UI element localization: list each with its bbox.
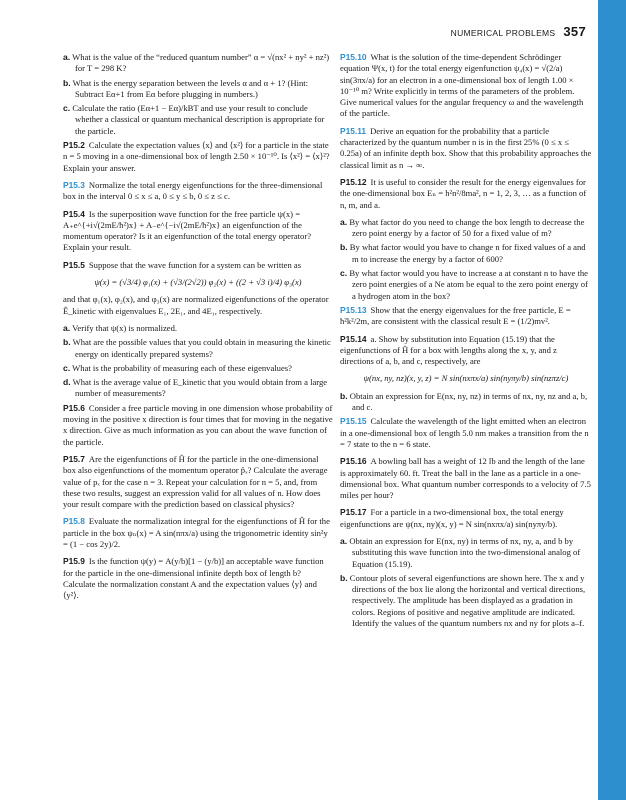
problem-text: Evaluate the normalization integral for the eigenfunctions of Ĥ for the particle in the box ψₙ(x) = A sin(nπx/a) using the trigonometric identity sin²y = (1 − cos 2y)/2.	[63, 516, 330, 549]
problem-number: P15.15	[340, 416, 367, 427]
problem-number: P15.3	[63, 179, 85, 190]
subpart-label: d.	[63, 377, 71, 388]
subpart	[63, 103, 333, 137]
problem	[340, 416, 592, 450]
problem	[340, 126, 592, 171]
subpart	[340, 391, 592, 414]
subpart-text: What is the average value of E_kinetic that you would obtain from a large number of measurements?	[72, 377, 328, 399]
problem-number: P15.16	[340, 456, 367, 467]
problem-text: Consider a free particle moving in one dimension whose probability of moving in the positive x direction is four times that for moving in the negative x direction. Give as much information as you can about the wave function of the particle.	[63, 402, 333, 447]
problem	[340, 334, 592, 368]
problem-number: P15.9	[63, 556, 85, 567]
problem	[63, 454, 333, 510]
problem-text: a. Show by substitution into Equation (15.19) that the eigenfunctions of Ĥ for a box with lengths along the x, y, and z directions of a, b, and c, respectively, are	[340, 333, 557, 367]
problem-text: For a particle in a two-dimensional box, the total energy eigenfunctions are ψ(nx, ny)(x, y) = N sin(nxπx/a) sin(nyπy/b).	[340, 507, 564, 529]
subpart	[340, 536, 592, 570]
subpart-label: a.	[340, 535, 348, 546]
problem-text: What is the solution of the time-dependent Schrödinger equation Ψ(x, t) for the total energy eigenfunction ψ₄(x) = √(2/a) sin(3πx/a) for an electron in a one-dimensional box of length 1.00 × 10⁻¹⁰ m? Write explicitly in terms of the parameters of the problem. Give numerical values for the angular frequency ω and the wavelength of the particle.	[340, 52, 584, 119]
problem-text: Show that the energy eigenvalues for the free particle, E = ħ²k²/2m, are consistent with the classical result E = (1/2)mv².	[340, 304, 571, 327]
subpart-label: b.	[63, 337, 71, 348]
subpart-text: Verify that ψ(x) is normalized.	[72, 322, 178, 333]
subpart	[63, 323, 333, 334]
problem-number: P15.8	[63, 516, 85, 527]
subpart	[63, 377, 333, 400]
problem-number: P15.10	[340, 52, 367, 62]
problem-text: Is the superposition wave function for the free particle ψ(x) = A₊e^{+i√(2mE/ħ²)x} + A₋e^{−i√(2mE/ħ²)x} an eigenfunction of the momentum operator? Is it an eigenfunction of the total energy operator? Explain your result.	[63, 208, 312, 253]
left-column	[63, 52, 333, 607]
subpart-text: Obtain an expression for E(nx, ny, nz) in terms of nx, ny, nz and a, b, and c.	[349, 390, 588, 413]
problem	[340, 305, 592, 328]
subpart	[340, 242, 592, 265]
subpart	[340, 573, 592, 629]
subpart-label: b.	[340, 390, 348, 401]
subpart-text: Calculate the ratio (Eα+1 − Eα)/kBT and use your result to conclude whether a classical or quantum mechanical description is appropriate for the particle.	[72, 103, 325, 136]
problem-text: It is useful to consider the result for the energy eigenvalues for the one-dimensional box Eₙ = h²n²/8ma², n = 1, 2, 3, … as a function of n, m, and a.	[340, 176, 587, 210]
subpart	[340, 268, 592, 302]
paragraph: and that φ₁(x), φ₂(x), and φ₃(x) are normalized eigenfunctions of the operator Ê_kinetic with eigenvalues E₁, 2E₁, and 4E₁, respectively.	[63, 294, 329, 316]
subpart	[63, 78, 333, 101]
running-header	[451, 24, 586, 39]
problem-number: P15.7	[63, 453, 85, 464]
problem	[63, 556, 333, 601]
chapter-tab-bar	[598, 0, 626, 800]
subpart-text: What is the value of the “reduced quantum number” α = √(nx² + ny² + nz²) for T = 298 K?	[72, 52, 330, 74]
equation: ψ(nx, ny, nz)(x, y, z) = N sin(nxπx/a) sin(nyπy/b) sin(nzπz/c)	[363, 373, 569, 384]
problem-text: Normalize the total energy eigenfunctions for the three-dimensional box in the interval 0 ≤ x ≤ a, 0 ≤ y ≤ b, 0 ≤ z ≤ c.	[63, 179, 323, 202]
problem-number: P15.12	[340, 176, 367, 187]
section-title: NUMERICAL PROBLEMS	[450, 28, 556, 38]
subpart	[63, 52, 333, 75]
problem-number: P15.2	[63, 140, 85, 151]
problem-number: P15.6	[63, 402, 85, 413]
subpart-text: What is the energy separation between the levels α and α + 1? (Hint: Subtract Eα+1 from Eα before plugging in numbers.)	[72, 77, 309, 99]
problem-text: Suppose that the wave function for a system can be written as	[88, 259, 302, 270]
problem	[340, 52, 592, 120]
problem-number: P15.17	[340, 507, 367, 518]
problem	[63, 140, 333, 174]
problem-number: P15.4	[63, 208, 85, 219]
problem	[63, 403, 333, 448]
problem	[63, 260, 333, 271]
problem-number: P15.5	[63, 259, 85, 270]
right-column	[340, 52, 592, 632]
subpart-label: c.	[63, 362, 71, 373]
problem-text: A bowling ball has a weight of 12 lb and the length of the lane is approximately 60. ft. Treat the ball in the lane as a particle in a one-dimensional box. What quantum number corresponds to a velocity of 7.5 miles per hour?	[340, 456, 591, 501]
subpart-label: c.	[340, 268, 348, 279]
problem	[63, 516, 333, 550]
problem-number: P15.11	[340, 125, 367, 136]
problem	[340, 507, 592, 530]
subpart-label: a.	[340, 216, 348, 227]
problem-text: Are the eigenfunctions of Ĥ for the particle in the one-dimensional box also eigenfunctions of the momentum operator p̂ₓ? Calculate the average value of pₓ for the case n = 3. Repeat your calculation for n = 5, and, from these two results, suggest an expression valid for all values of n. How does your result compare with the prediction based on classical physics?	[63, 453, 328, 510]
subpart-text: What is the probability of measuring each of these eigenvalues?	[72, 362, 292, 373]
subpart-label: b.	[63, 77, 71, 88]
problem	[63, 180, 333, 203]
problem-number: P15.14	[340, 333, 367, 344]
problem-text: Is the function ψ(y) = A(y/b)[1 − (y/b)] an acceptable wave function for the particle in the one-dimensional infinite depth box of length b? Calculate the normalization constant A and the expectation values ⟨y⟩ and ⟨y²⟩.	[63, 556, 324, 601]
subpart-label: a.	[63, 322, 71, 333]
problem-text: Derive an equation for the probability that a particle characterized by the quantum number n is in the first 25% (0 ≤ x ≤ 0.25a) of an infinite depth box. Show that this probability approaches the classical limit as n → ∞.	[340, 125, 592, 170]
subpart-label: b.	[340, 242, 348, 253]
subpart	[63, 337, 333, 360]
subpart-label: a.	[63, 52, 71, 62]
subpart-text: By what factor do you need to change the box length to decrease the zero point energy by a factor of 50 for a fixed value of m?	[349, 216, 585, 239]
problem-text: Calculate the wavelength of the light emitted when an electron in a one-dimensional box of length 5.0 nm makes a transition from the n = 7 state to the n = 6 state.	[340, 416, 589, 449]
subpart	[340, 217, 592, 240]
problem	[340, 456, 592, 501]
subpart-text: Obtain an expression for E(nx, ny) in terms of nx, ny, a, and b by substituting this wave function into the two-dimensional analog of Equation (15.19).	[349, 535, 581, 569]
subpart-text: What are the possible values that you could obtain in measuring the kinetic energy on identically prepared systems?	[72, 337, 331, 359]
subpart-text: Contour plots of several eigenfunctions are shown here. The x and y directions of the box lie along the horizontal and vertical directions, respectively. The amplitude has been displayed as a gradation in colors. Regions of positive and negative amplitude are indicated. Identify the values of the quantum numbers nx and ny for plots a–f.	[349, 572, 586, 629]
subpart-text: By what factor would you have to increase a at constant n to have the zero point energies of a Ne atom be equal to the zero point energy of a hydrogen atom in the box?	[349, 268, 588, 301]
problem-text: Calculate the expectation values ⟨x⟩ and ⟨x²⟩ for a particle in the state n = 5 moving in a one-dimensional box of length 2.50 × 10⁻¹⁰. Is ⟨x²⟩ = ⟨x⟩²? Explain your answer.	[63, 140, 330, 173]
problem	[63, 209, 333, 254]
problem	[340, 177, 592, 211]
subpart	[63, 363, 333, 374]
subpart-text: By what factor would you have to change n for fixed values of a and m to increase the energy by a factor of 600?	[349, 242, 586, 264]
problem-number: P15.13	[340, 304, 367, 315]
subpart-label: b.	[340, 572, 348, 583]
page-number: 357	[563, 24, 586, 39]
subpart-label: c.	[63, 103, 71, 114]
equation: ψ(x) = (√3/4) φ₁(x) + (√3/(2√2)) φ₂(x) + ((2 + √3 i)/4) φ₃(x)	[94, 277, 302, 288]
